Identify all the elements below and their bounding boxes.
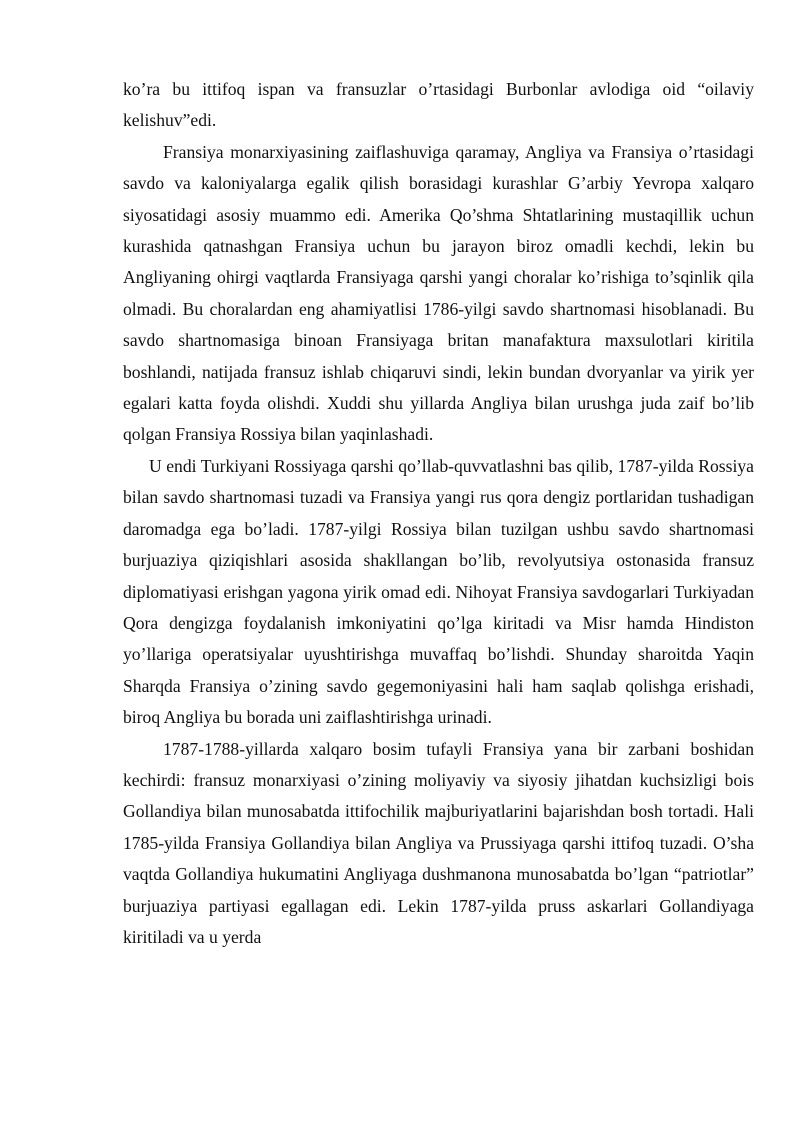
paragraph-4: 1787-1788-yillarda xalqaro bosim tufayli Fransiya yana bir zarbani boshidan kechirdi: fransuz monarxiyasi o’zining moliyaviy va siyosiy jihatdan kuchsizligi bois Gollandiya bilan munosabatda ittifochilik majburiyatlarini bajarishdan bosh tortadi. Hali 1785-yilda Fransiya Gollandiya bilan Angliya va Prussiyaga qarshi ittifoq tuzadi. O’sha vaqtda Gollandiya hukumatini Angliyaga dushmanona munosabatda bo’lgan “patriotlar” burjuaziya partiyasi egallagan edi. Lekin 1787-yilda pruss askarlari Gollandiyaga kiritiladi va u yerda bbox=[123, 738, 754, 947]
paragraph-3: U endi Turkiyani Rossiyaga qarshi qo’llab-quvvatlashni bas qilib, 1787-yilda Rossiya bilan savdo shartnomasi tuzadi va Fransiya yangi rus qora dengiz portlaridan tushadigan daromadga ega bo’ladi. 1787-yilgi Rossiya bilan tuzilgan ushbu savdo shartnomasi burjuaziya qiziqishlari asosida shakllangan bo’lib, revolyutsiya ostonasida fransuz diplomatiyasi erishgan yagona yirik omad edi. Nihoyat Fransiya savdogarlari Turkiyadan Qora dengizga foydalanish imkoniyatini qo’lga kiritadi va Misr hamda Hindiston yo’llariga operatsiyalar uyushtirishga muvaffaq bo’lishdi. Shunday sharoitda Yaqin Sharqda Fransiya o’zining savdo gegemoniyasini hali ham saqlab qolishga erishadi, biroq Angliya bu borada uni zaiflashtirishga urinadi. bbox=[123, 455, 754, 728]
document-body bbox=[123, 74, 754, 953]
paragraph-1: ko’ra bu ittifoq ispan va fransuzlar o’rtasidagi Burbonlar avlodiga oid “oilaviy kelishuv”edi. bbox=[123, 79, 754, 131]
paragraph-2: Fransiya monarxiyasining zaiflashuviga qaramay, Angliya va Fransiya o’rtasidagi savdo va kaloniyalarga egalik qilish borasidagi kurashlar G’arbiy Yevropa xalqaro siyosatidagi asosiy muammo edi. Amerika Qo’shma Shtatlarining mustaqillik uchun kurashida qatnashgan Fransiya uchun bu jarayon biroz omadli kechdi, lekin bu Angliyaning ohirgi vaqtlarda Fransiyaga qarshi yangi choralar ko’rishiga to’sqinlik qila olmadi. Bu choralardan eng ahamiyatlisi 1786-yilgi savdo shartnomasi hisoblanadi. Bu savdo shartnomasiga binoan Fransiyaga britan manafaktura maxsulotlari kiritila boshlandi, natijada fransuz ishlab chiqaruvi sindi, lekin bundan dvoryanlar va yirik yer egalari katta foyda olishdi. Xuddi shu yillarda Angliya bilan urushga juda zaif bo’lib qolgan Fransiya Rossiya bilan yaqinlashadi. bbox=[123, 141, 754, 445]
